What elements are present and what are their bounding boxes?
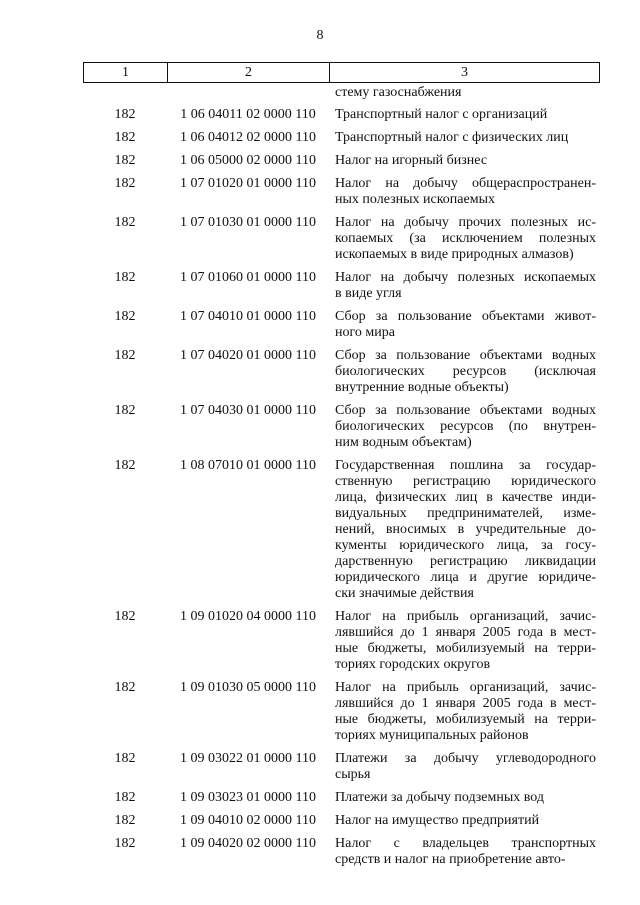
continuation-row — [83, 85, 600, 101]
description-line: ним водным объектам) — [335, 435, 472, 450]
header-col-2: 2 — [168, 63, 330, 82]
budget-classification-code: 1 09 04020 02 0000 110 — [180, 836, 316, 851]
description-line: ториях городских округов — [335, 657, 491, 672]
revenue-description — [329, 107, 596, 123]
admin-code: 182 — [114, 813, 136, 828]
revenue-description — [329, 790, 596, 806]
table-row — [83, 790, 600, 806]
revenue-description — [329, 458, 596, 602]
description-line: сырья — [335, 767, 371, 782]
admin-code: 182 — [114, 609, 136, 624]
description-line: Сбор за пользование объектами живот- — [335, 309, 596, 324]
budget-classification-code: 1 06 04012 02 0000 110 — [180, 130, 316, 145]
revenue-description — [329, 751, 596, 783]
table-row — [83, 153, 600, 169]
budget-classification-code: 1 07 04020 01 0000 110 — [180, 348, 316, 363]
revenue-description — [329, 609, 596, 673]
admin-code: 182 — [114, 458, 136, 473]
description-line: ные бюджеты, мобилизуемый на терри- — [335, 641, 596, 656]
admin-code: 182 — [114, 176, 136, 191]
description-line: Налог на игорный бизнес — [335, 153, 488, 168]
budget-classification-code: 1 07 01030 01 0000 110 — [180, 215, 316, 230]
budget-classification-code: 1 09 03022 01 0000 110 — [180, 751, 316, 766]
description-line: лявшийся до 1 января 2005 года в мест- — [335, 625, 596, 640]
admin-code: 182 — [114, 130, 136, 145]
budget-classification-code: 1 09 01020 04 0000 110 — [180, 609, 316, 624]
table-row — [83, 176, 600, 208]
budget-classification-code: 1 09 04010 02 0000 110 — [180, 813, 316, 828]
revenue-description — [329, 215, 596, 263]
revenue-description — [329, 348, 596, 396]
budget-classification-code: 1 07 04010 01 0000 110 — [180, 309, 316, 324]
description-line: лица, физических лиц в качестве инди- — [335, 490, 596, 505]
revenue-description — [329, 813, 596, 829]
table-row — [83, 130, 600, 146]
budget-classification-code: 1 08 07010 01 0000 110 — [180, 458, 316, 473]
table-row — [83, 751, 600, 783]
revenue-description — [329, 153, 596, 169]
budget-classification-code: 1 09 01030 05 0000 110 — [180, 680, 316, 695]
description-line: Налог на добычу полезных ископаемых — [335, 270, 596, 285]
description-line: в виде угля — [335, 286, 402, 301]
table-row — [83, 813, 600, 829]
description-line: биологических ресурсов (по внутрен- — [335, 419, 596, 434]
description-line: ственную регистрацию юридического — [335, 474, 596, 489]
table-header — [83, 62, 600, 83]
description-line: Налог на прибыль организаций, зачис- — [335, 609, 596, 624]
description-line: ски значимые действия — [335, 586, 474, 601]
continuation-text: стему газоснабжения — [335, 85, 462, 100]
admin-code: 182 — [114, 403, 136, 418]
description-line: ных полезных ископаемых — [335, 192, 495, 207]
revenue-description — [329, 270, 596, 302]
table-body — [83, 85, 600, 875]
description-line: Транспортный налог с организаций — [335, 107, 548, 122]
description-line: внутренние водные объекты) — [335, 380, 509, 395]
description-line: видуальных предпринимателей, изме- — [335, 506, 596, 521]
revenue-description — [329, 403, 596, 451]
description-line: лявшийся до 1 января 2005 года в мест- — [335, 696, 596, 711]
revenue-description — [329, 130, 596, 146]
description-line: Сбор за пользование объектами водных — [335, 403, 596, 418]
description-line: средств и налог на приобретение авто- — [335, 852, 566, 867]
table-row — [83, 609, 600, 673]
table-row — [83, 270, 600, 302]
description-line: Налог с владельцев транспортных — [335, 836, 596, 851]
admin-code: 182 — [114, 153, 136, 168]
description-line: Налог на добычу общераспространен- — [335, 176, 596, 191]
budget-classification-code: 1 07 04030 01 0000 110 — [180, 403, 316, 418]
revenue-description — [329, 309, 596, 341]
revenue-description — [329, 680, 596, 744]
description-line: Транспортный налог с физических лиц — [335, 130, 569, 145]
table-row — [83, 309, 600, 341]
admin-code: 182 — [114, 790, 136, 805]
description-line: Налог на имущество предприятий — [335, 813, 540, 828]
description-line: Платежи за добычу углеводородного — [335, 751, 596, 766]
table-row — [83, 836, 600, 868]
admin-code: 182 — [114, 215, 136, 230]
header-col-1: 1 — [84, 63, 168, 82]
table-row — [83, 458, 600, 602]
table-row — [83, 403, 600, 451]
description-line: ископаемых в виде природных алмазов) — [335, 247, 574, 262]
description-line: Налог на прибыль организаций, зачис- — [335, 680, 596, 695]
description-line: биологических ресурсов (исключая — [335, 364, 596, 379]
description-line: нений, вносимых в учредительные до- — [335, 522, 596, 537]
table-row — [83, 107, 600, 123]
budget-classification-code: 1 06 05000 02 0000 110 — [180, 153, 316, 168]
budget-classification-code: 1 06 04011 02 0000 110 — [180, 107, 316, 122]
budget-classification-code: 1 07 01060 01 0000 110 — [180, 270, 316, 285]
admin-code: 182 — [114, 107, 136, 122]
revenue-description — [329, 836, 596, 868]
admin-code: 182 — [114, 751, 136, 766]
admin-code: 182 — [114, 348, 136, 363]
description-line: ториях муниципальных районов — [335, 728, 529, 743]
admin-code: 182 — [114, 270, 136, 285]
table-row — [83, 215, 600, 263]
description-line: копаемых (за исключением полезных — [335, 231, 596, 246]
description-line: Налог на добычу прочих полезных ис- — [335, 215, 596, 230]
description-line: ного мира — [335, 325, 395, 340]
description-line: юридического лица и другие юридиче- — [335, 570, 596, 585]
budget-classification-code: 1 09 03023 01 0000 110 — [180, 790, 316, 805]
description-line: Платежи за добычу подземных вод — [335, 790, 545, 805]
admin-code: 182 — [114, 309, 136, 324]
page-number: 8 — [316, 28, 324, 43]
budget-classification-code: 1 07 01020 01 0000 110 — [180, 176, 316, 191]
table-row — [83, 680, 600, 744]
description-line: Государственная пошлина за государ- — [335, 458, 596, 473]
header-col-3: 3 — [461, 65, 468, 80]
description-line: Сбор за пользование объектами водных — [335, 348, 596, 363]
table-row — [83, 348, 600, 396]
revenue-description — [329, 176, 596, 208]
description-line: ные бюджеты, мобилизуемый на терри- — [335, 712, 596, 727]
admin-code: 182 — [114, 680, 136, 695]
description-line: дарственную регистрацию ликвидации — [335, 554, 596, 569]
description-line: кументы юридического лица, за госу- — [335, 538, 596, 553]
admin-code: 182 — [114, 836, 136, 851]
